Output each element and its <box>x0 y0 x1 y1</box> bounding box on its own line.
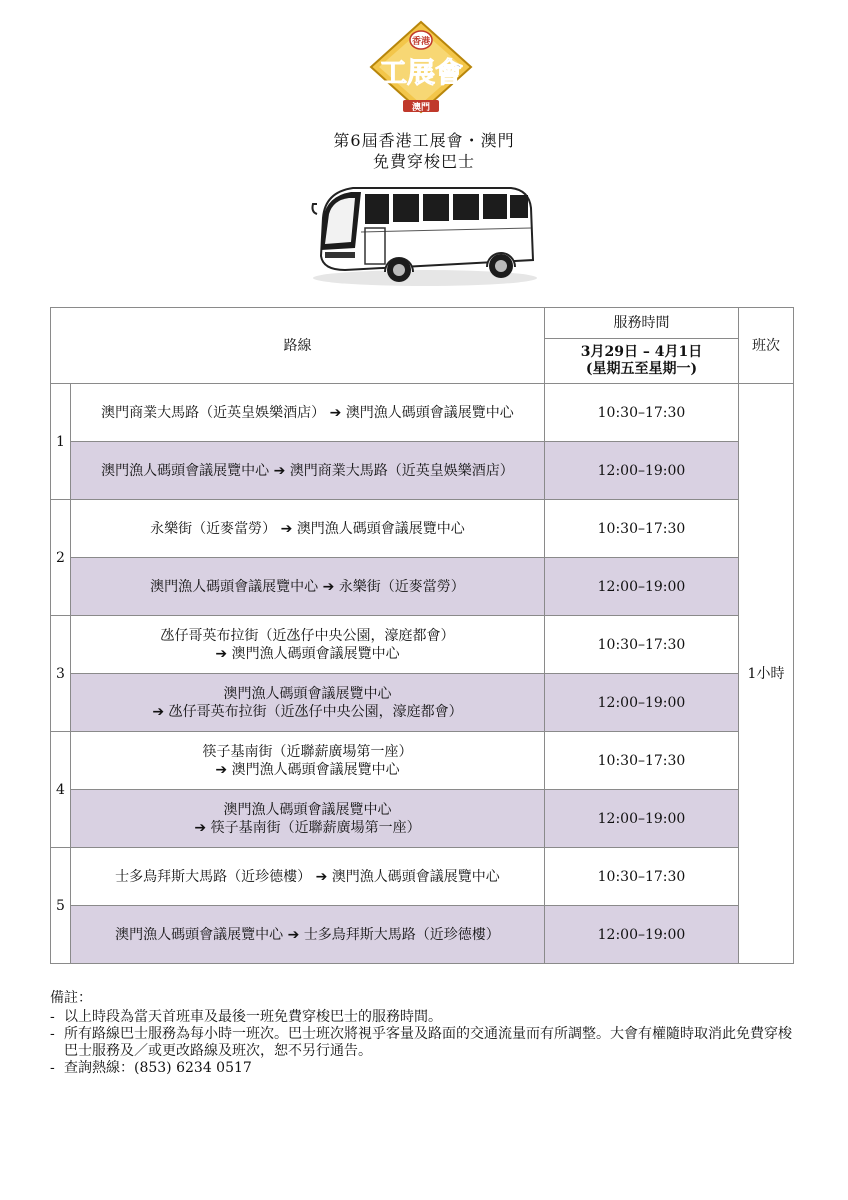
route-destination: 澳門漁人碼頭會議展覽中心 <box>345 404 514 421</box>
route-destination: 澳門漁人碼頭會議展覽中心 <box>331 868 500 885</box>
route-origin: 澳門漁人碼頭會議展覽中心 <box>223 801 392 818</box>
logo-top-text: 香港 <box>411 37 431 47</box>
header-route: 路線 <box>51 308 545 384</box>
page-subtitle: 免費穿梭巴士 <box>372 152 475 171</box>
route-description <box>71 732 545 790</box>
arrow-right-icon: ➔ <box>215 761 228 778</box>
logo-main-text: 工展會 <box>378 56 464 89</box>
route-description <box>71 790 545 848</box>
page-title: 第6屆香港工展會・澳門 <box>333 131 515 150</box>
route-destination: 澳門商業大馬路（近英皇娛樂酒店） <box>289 462 514 479</box>
arrow-right-icon: ➔ <box>287 926 300 943</box>
service-time: 10:30–17:30 <box>545 732 739 790</box>
frequency-value: 1小時 <box>739 384 794 964</box>
route-description <box>71 500 545 558</box>
arrow-right-icon: ➔ <box>215 645 228 662</box>
route-origin: 澳門漁人碼頭會議展覽中心 <box>223 685 392 702</box>
header-service-dates <box>545 339 739 384</box>
route-destination: 筷子基南街（近聯薪廣場第一座） <box>210 819 421 836</box>
service-time: 10:30–17:30 <box>545 384 739 442</box>
service-time: 10:30–17:30 <box>545 616 739 674</box>
route-number: 4 <box>51 732 71 848</box>
header-date-weekdays: (星期五至星期一) <box>585 361 698 377</box>
arrow-right-icon: ➔ <box>152 703 165 720</box>
route-destination: 澳門漁人碼頭會議展覽中心 <box>231 761 400 778</box>
note-text: 所有路線巴士服務為每小時一班次。巴士班次將視乎客量及路面的交通流量而有所調整。大會有權隨時取消此免費穿梭巴士服務及／或更改路線及班次，恕不另行通告。 <box>64 1026 792 1059</box>
arrow-right-icon: ➔ <box>329 404 342 421</box>
note-bullet: - <box>50 1009 55 1025</box>
header-service-time: 服務時間 <box>545 308 739 339</box>
route-origin: 士多鳥拜斯大馬路（近珍德樓） <box>115 868 312 885</box>
note-item <box>50 1009 800 1026</box>
arrow-right-icon: ➔ <box>315 868 328 885</box>
route-destination: 澳門漁人碼頭會議展覽中心 <box>296 520 465 537</box>
route-description <box>71 616 545 674</box>
note-bullet: - <box>50 1026 55 1042</box>
note-bullet: - <box>50 1060 55 1076</box>
service-time: 12:00–19:00 <box>545 906 739 964</box>
note-item <box>50 1060 800 1077</box>
service-time: 12:00–19:00 <box>545 442 739 500</box>
service-time: 12:00–19:00 <box>545 674 739 732</box>
route-origin: 澳門商業大馬路（近英皇娛樂酒店） <box>101 404 326 421</box>
route-origin: 氹仔哥英布拉街（近氹仔中央公園，濠庭都會） <box>160 627 455 644</box>
route-origin: 澳門漁人碼頭會議展覽中心 <box>115 926 284 943</box>
route-description <box>71 442 545 500</box>
route-number: 5 <box>51 848 71 964</box>
route-number: 1 <box>51 384 71 500</box>
route-number: 3 <box>51 616 71 732</box>
shuttle-schedule-table <box>50 307 794 964</box>
header-date-range: 3月29日 – 4月1日 <box>580 344 703 360</box>
route-origin: 澳門漁人碼頭會議展覽中心 <box>101 462 270 479</box>
arrow-right-icon: ➔ <box>322 578 335 595</box>
route-origin: 筷子基南街（近聯薪廣場第一座） <box>202 743 413 760</box>
arrow-right-icon: ➔ <box>273 462 286 479</box>
route-destination: 澳門漁人碼頭會議展覽中心 <box>231 645 400 662</box>
arrow-right-icon: ➔ <box>280 520 293 537</box>
route-number: 2 <box>51 500 71 616</box>
arrow-right-icon: ➔ <box>194 819 207 836</box>
service-time: 12:00–19:00 <box>545 558 739 616</box>
route-origin: 永樂街（近麥當勞） <box>150 520 277 537</box>
route-description <box>71 674 545 732</box>
bus-illustration <box>305 178 545 288</box>
route-description <box>71 384 545 442</box>
note-item <box>50 1026 800 1060</box>
service-time: 12:00–19:00 <box>545 790 739 848</box>
route-origin: 澳門漁人碼頭會議展覽中心 <box>150 578 319 595</box>
notes-heading: 備註： <box>50 990 92 1006</box>
note-text: 以上時段為當天首班車及最後一班免費穿梭巴士的服務時間。 <box>64 1009 442 1025</box>
route-description <box>71 906 545 964</box>
route-destination: 永樂街（近麥當勞） <box>338 578 465 595</box>
notes-section <box>50 990 800 1077</box>
logo-bottom-text: 澳門 <box>411 103 431 113</box>
note-text: 查詢熱線：(853) 6234 0517 <box>64 1060 252 1076</box>
service-time: 10:30–17:30 <box>545 500 739 558</box>
route-destination: 士多鳥拜斯大馬路（近珍德樓） <box>303 926 500 943</box>
event-logo <box>367 20 475 114</box>
route-description <box>71 558 545 616</box>
service-time: 10:30–17:30 <box>545 848 739 906</box>
header-frequency: 班次 <box>739 308 794 384</box>
route-destination: 氹仔哥英布拉街（近氹仔中央公園，濠庭都會） <box>168 703 463 720</box>
route-description <box>71 848 545 906</box>
